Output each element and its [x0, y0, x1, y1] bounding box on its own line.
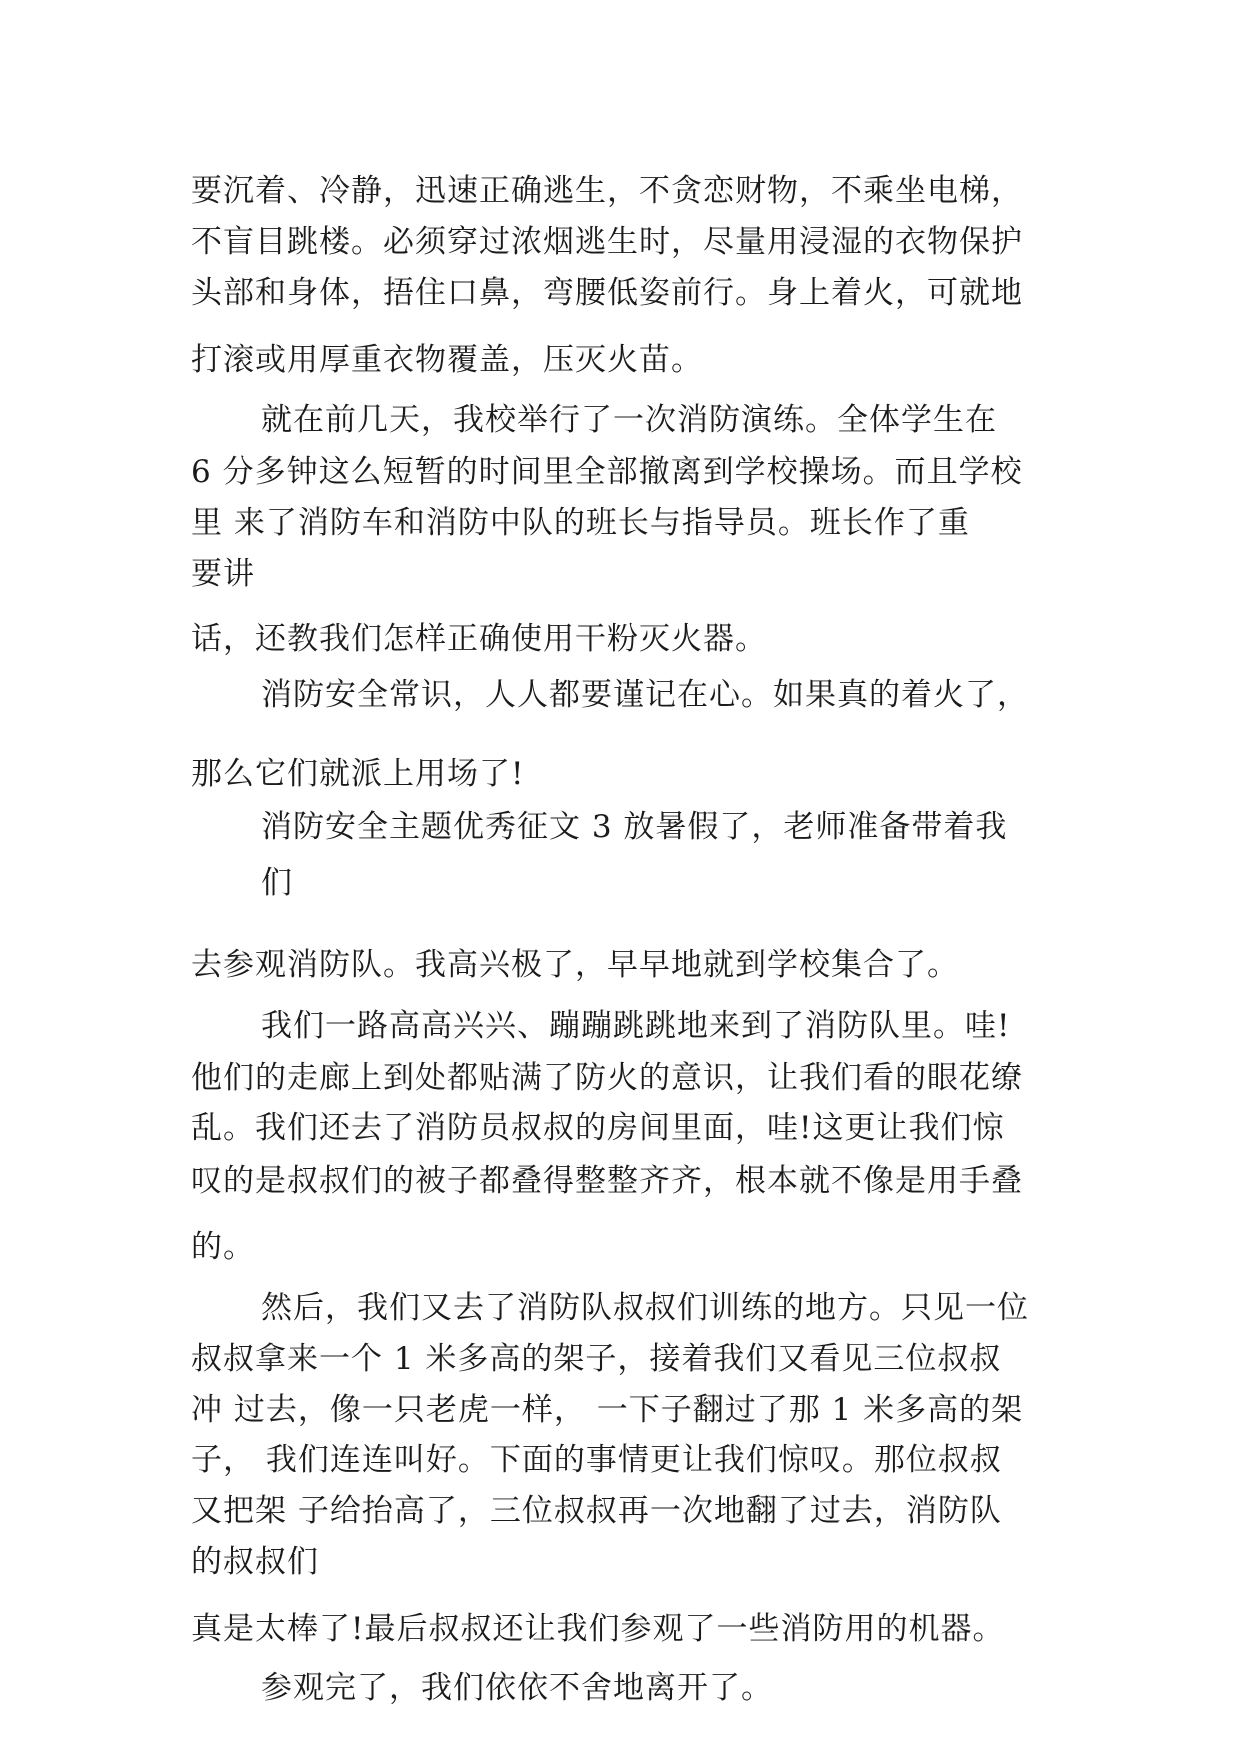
text-line: 的叔叔们 [191, 1544, 319, 1580]
text-line: 乱。我们还去了消防员叔叔的房间里面，哇!这更让我们惊 [191, 1110, 1005, 1146]
text-line: 叹的是叔叔们的被子都叠得整整齐齐，根本就不像是用手叠 [191, 1163, 1023, 1199]
text-line: 那么它们就派上用场了! [191, 756, 525, 792]
text-line: 他们的走廊上到处都贴满了防火的意识，让我们看的眼花缭 [191, 1060, 1023, 1096]
text-line: 头部和身体，捂住口鼻，弯腰低姿前行。身上着火，可就地 [191, 275, 1023, 311]
text-line: 冲 过去，像一只老虎一样， 一下子翻过了那 1 米多高的架 [191, 1392, 1024, 1428]
text-line: 的。 [191, 1229, 255, 1265]
text-line: 要沉着、冷静，迅速正确逃生，不贪恋财物，不乘坐电梯， [191, 173, 1023, 209]
text-line: 6 分多钟这么短暂的时间里全部撤离到学校操场。而且学校 [191, 454, 1023, 490]
paragraph-first-line: 消防安全常识，人人都要谨记在心。如果真的着火了， [261, 677, 1029, 713]
paragraph-first-line: 就在前几天，我校举行了一次消防演练。全体学生在 [261, 402, 997, 438]
text-line: 打滚或用厚重衣物覆盖，压灭火苗。 [191, 342, 703, 378]
text-line: 叔叔拿来一个 1 米多高的架子，接着我们又看见三位叔叔 [191, 1341, 1002, 1377]
text-line: 去参观消防队。我高兴极了，早早地就到学校集合了。 [191, 947, 959, 983]
text-line: 真是太棒了!最后叔叔还让我们参观了一些消防用的机器。 [191, 1611, 1005, 1647]
text-line: 里 来了消防车和消防中队的班长与指导员。班长作了重 [191, 505, 970, 541]
paragraph-first-line: 然后，我们又去了消防队叔叔们训练的地方。只见一位 [261, 1290, 1029, 1326]
text-line: 子， 我们连连叫好。下面的事情更让我们惊叹。那位叔叔 [191, 1442, 1002, 1478]
text-line: 话，还教我们怎样正确使用干粉灭火器。 [191, 621, 767, 657]
essay-heading-line: 消防安全主题优秀征文 3 放暑假了，老师准备带着我 [261, 809, 1008, 845]
text-line: 又把架 子给抬高了，三位叔叔再一次地翻了过去，消防队 [191, 1493, 1002, 1529]
text-line: 要讲 [191, 556, 255, 592]
text-line: 不盲目跳楼。必须穿过浓烟逃生时，尽量用浸湿的衣物保护 [191, 224, 1023, 260]
paragraph-first-line: 我们一路高高兴兴、蹦蹦跳跳地来到了消防队里。哇! [261, 1008, 1011, 1044]
paragraph-first-line: 参观完了，我们依依不舍地离开了。 [261, 1670, 773, 1706]
text-line: 们 [261, 865, 293, 901]
